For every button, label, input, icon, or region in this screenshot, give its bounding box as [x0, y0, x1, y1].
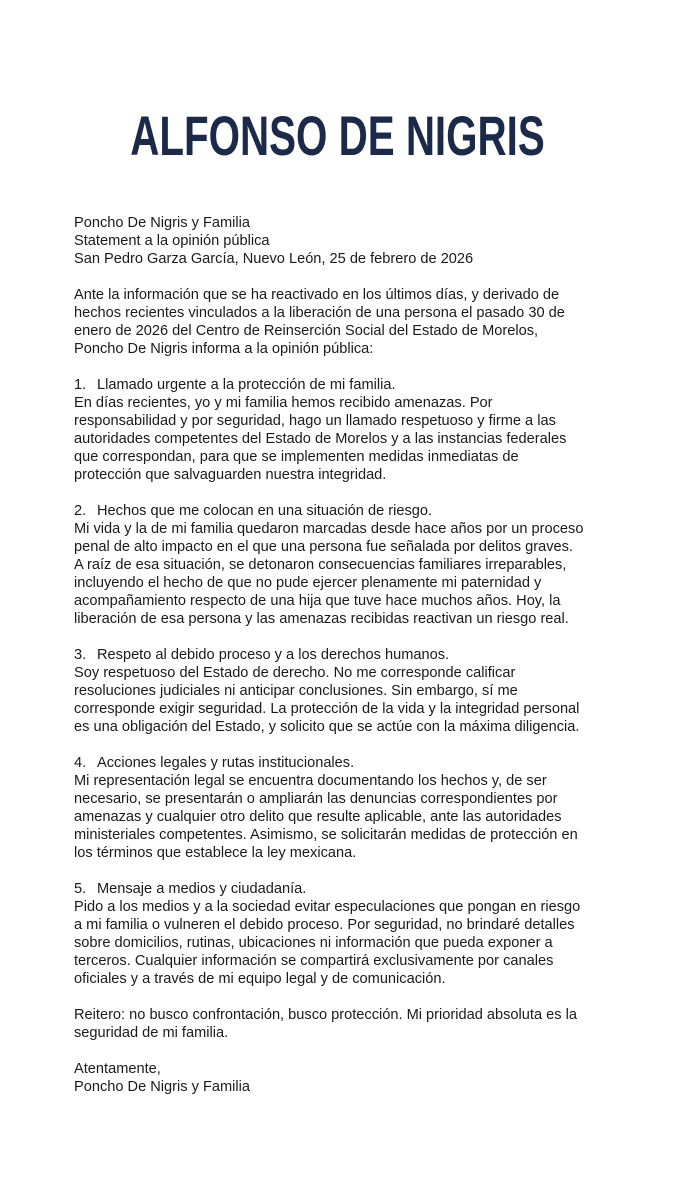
section-number: 4. [74, 755, 87, 771]
intro-line: Poncho De Nigris informa a la opinión pública: [74, 341, 374, 357]
statement-body [74, 214, 634, 1114]
section-2 [74, 502, 634, 628]
section-line: Soy respetuoso del Estado de derecho. No me corresponde calificar [74, 665, 516, 681]
section-line: resoluciones judiciales ni anticipar conclusiones. Sin embargo, sí me [74, 683, 518, 699]
section-line: que correspondan, para que se implementen medidas inmediatas de [74, 449, 519, 465]
section-number: 1. [74, 377, 87, 393]
section-line: es una obligación del Estado, y solicito que se actúe con la máxima diligencia. [74, 719, 580, 735]
section-line: sobre domicilios, rutinas, ubicaciones ni información que pueda exponer a [74, 935, 553, 951]
section-line: a mi familia o vulneren el debido proceso. Por seguridad, no brindaré detalles [74, 917, 575, 933]
section-heading [74, 880, 634, 898]
section-line: acompañamiento respecto de una hija que tuve hace muchos años. Hoy, la [74, 593, 561, 609]
section-line: A raíz de esa situación, se detonaron consecuencias familiares irreparables, [74, 557, 567, 573]
signoff-line: Poncho De Nigris y Familia [74, 1079, 250, 1095]
section-title: Llamado urgente a la protección de mi familia. [97, 377, 396, 393]
section-number: 3. [74, 647, 87, 663]
brand-title: ALFONSO DE NIGRIS [130, 104, 545, 167]
section-5 [74, 880, 634, 988]
section-line: liberación de esa persona y las amenazas recibidas reactivan un riesgo real. [74, 611, 569, 627]
section-line: Pido a los medios y a la sociedad evitar especulaciones que pongan en riesgo [74, 899, 581, 915]
section-4 [74, 754, 634, 862]
section-heading [74, 754, 634, 772]
section-1 [74, 376, 634, 484]
section-line: Mi representación legal se encuentra documentando los hechos y, de ser [74, 773, 547, 789]
section-heading [74, 502, 634, 520]
section-title: Mensaje a medios y ciudadanía. [97, 881, 307, 897]
section-line: necesario, se presentarán o ampliarán las denuncias correspondientes por [74, 791, 558, 807]
section-line: corresponde exigir seguridad. La protección de la vida y la integridad personal [74, 701, 580, 717]
intro-line: enero de 2026 del Centro de Reinserción Social del Estado de Morelos, [74, 323, 539, 339]
section-title: Respeto al debido proceso y a los derechos humanos. [97, 647, 450, 663]
header-line: Statement a la opinión pública [74, 233, 270, 249]
intro-line: Ante la información que se ha reactivado en los últimos días, y derivado de [74, 287, 560, 303]
intro-line: hechos recientes vinculados a la liberación de una persona el pasado 30 de [74, 305, 565, 321]
section-line: autoridades competentes del Estado de Morelos y a las instancias federales [74, 431, 567, 447]
closing-paragraph [74, 1006, 634, 1042]
intro-paragraph [74, 286, 634, 358]
section-3 [74, 646, 634, 736]
section-line: En días recientes, yo y mi familia hemos recibido amenazas. Por [74, 395, 493, 411]
section-title: Acciones legales y rutas institucionales. [97, 755, 355, 771]
section-heading [74, 376, 634, 394]
section-line: terceros. Cualquier información se compartirá exclusivamente por canales [74, 953, 554, 969]
section-line: amenazas y cualquier otro delito que resulte aplicable, ante las autoridades [74, 809, 562, 825]
section-line: protección que salvaguarden nuestra integridad. [74, 467, 387, 483]
section-title: Hechos que me colocan en una situación de riesgo. [97, 503, 433, 519]
closing-line: Reitero: no busco confrontación, busco protección. Mi prioridad absoluta es la [74, 1007, 577, 1023]
signoff-line: Atentamente, [74, 1061, 161, 1077]
section-line: Mi vida y la de mi familia quedaron marcadas desde hace años por un proceso [74, 521, 584, 537]
signoff [74, 1060, 634, 1096]
section-line: oficiales y a través de mi equipo legal y de comunicación. [74, 971, 446, 987]
section-number: 2. [74, 503, 87, 519]
section-line: responsabilidad y por seguridad, hago un llamado respetuoso y firme a las [74, 413, 556, 429]
section-number: 5. [74, 881, 87, 897]
section-line: ministeriales competentes. Asimismo, se solicitarán medidas de protección en [74, 827, 578, 843]
closing-line: seguridad de mi familia. [74, 1025, 229, 1041]
section-line: incluyendo el hecho de que no pude ejercer plenamente mi paternidad y [74, 575, 542, 591]
section-heading [74, 646, 634, 664]
section-line: penal de alto impacto en el que una persona fue señalada por delitos graves. [74, 539, 573, 555]
section-line: los términos que establece la ley mexicana. [74, 845, 357, 861]
header-block [74, 214, 634, 268]
header-line: San Pedro Garza García, Nuevo León, 25 de febrero de 2026 [74, 251, 474, 267]
header-line: Poncho De Nigris y Familia [74, 215, 250, 231]
